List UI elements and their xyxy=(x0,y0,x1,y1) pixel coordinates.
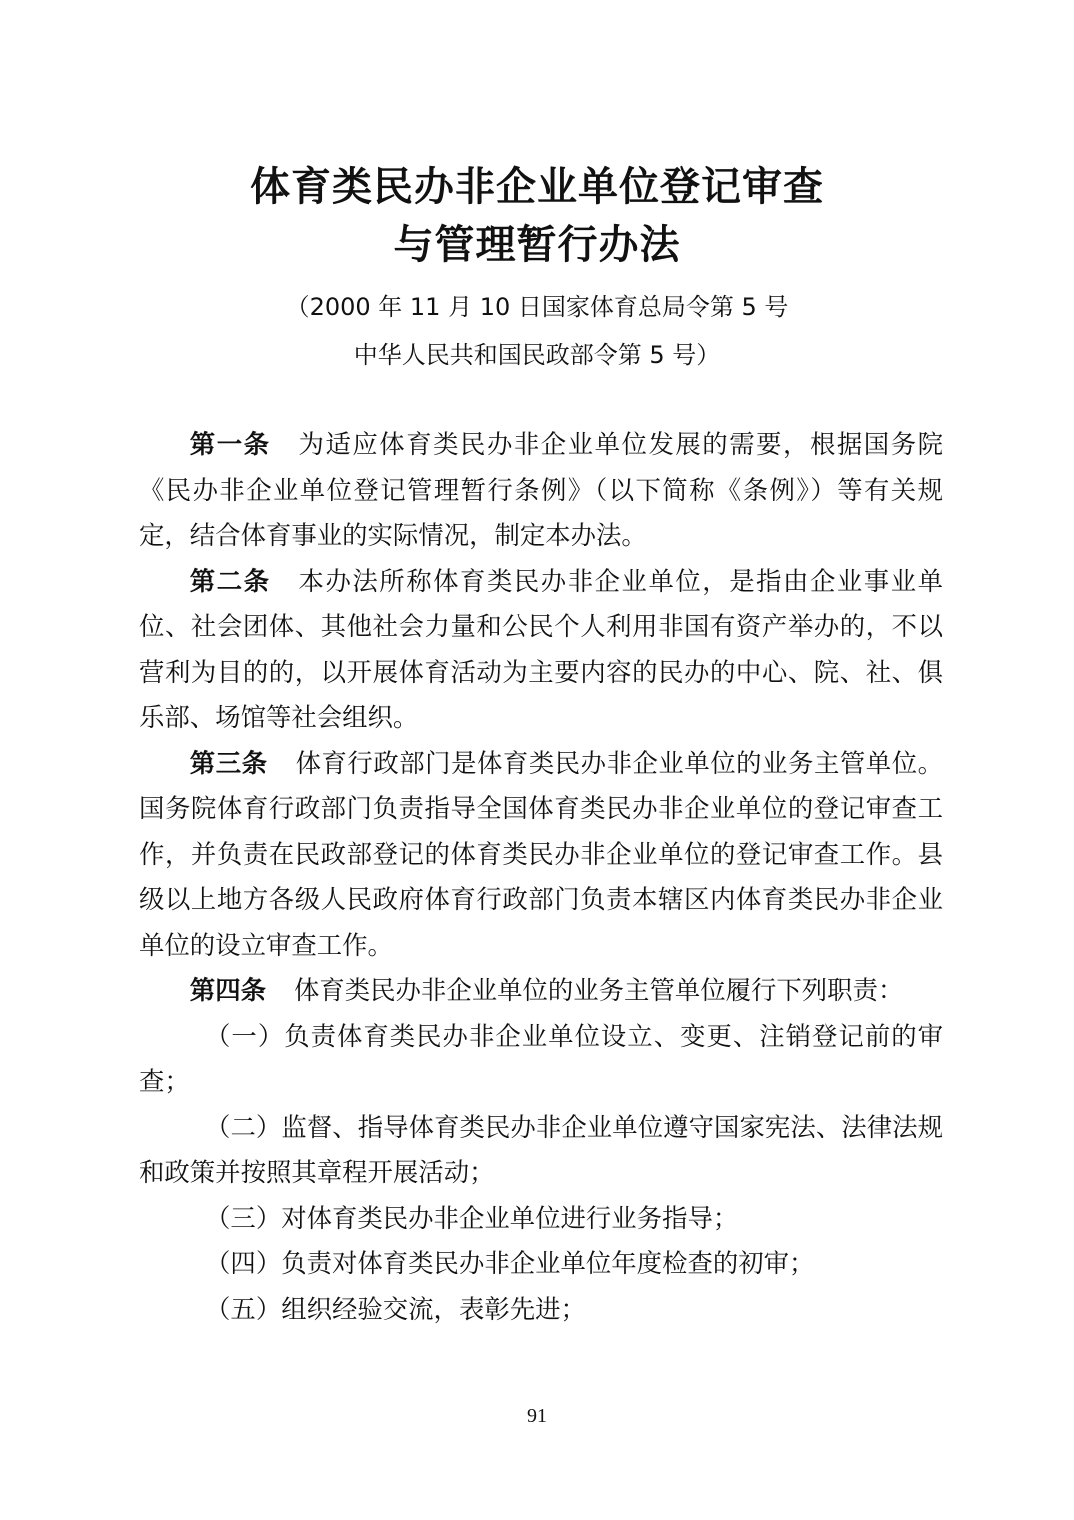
article-label: 第一条 xyxy=(189,429,271,459)
document-subtitle-line-2: 中华人民共和国民政部令第 5 号） xyxy=(353,341,721,369)
list-item: （五）组织经验交流，表彰先进； xyxy=(205,1293,586,1324)
article-text: 体育类民办非企业单位的业务主管单位履行下列职责： xyxy=(293,975,904,1005)
document-title-line-1: 体育类民办非企业单位登记审查 xyxy=(250,164,824,210)
article-text: 本办法所称体育类民办非企业单位，是指由企业事业单位、社会团体、其他社会力量和公民个人利用非国有资产举办的，不以营利为目的的，以开展体育活动为主要内容的民办的中心、院、社、俱乐部、场馆等社会组织。 xyxy=(139,565,944,732)
article-4 xyxy=(139,968,943,1014)
article-text: 体育行政部门是体育类民办非企业单位的业务主管单位。国务院体育行政部门负责指导全国体育类民办非企业单位的登记审查工作，并负责在民政部登记的体育类民办非企业单位的登记审查工作。县级以上地方各级人民政府体育行政部门负责本辖区内体育类民办非企业单位的设立审查工作。 xyxy=(139,747,944,960)
document-title-line-2: 与管理暂行办法 xyxy=(393,222,681,268)
document-body xyxy=(139,422,943,1332)
article-text: 为适应体育类民办非企业单位发展的需要，根据国务院《民办非企业单位登记管理暂行条例》（以下简称《条例》）等有关规定，结合体育事业的实际情况，制定本办法。 xyxy=(139,429,944,550)
list-item: （四）负责对体育类民办非企业单位年度检查的初审； xyxy=(205,1248,815,1278)
document-subtitle-line-1: （2000 年 11 月 10 日国家体育总局令第 5 号 xyxy=(285,293,789,321)
article-2 xyxy=(139,559,943,741)
article-label: 第三条 xyxy=(189,747,268,778)
article-label: 第二条 xyxy=(189,565,271,596)
page-number: 91 xyxy=(527,1405,547,1427)
list-item: （二）监督、指导体育类民办非企业单位遵守国家宪法、法律法规和政策并按照其章程开展活动； xyxy=(139,1111,943,1187)
article-1 xyxy=(139,422,943,559)
article-3 xyxy=(139,741,943,969)
list-item: （一）负责体育类民办非企业单位设立、变更、注销登记前的审查； xyxy=(139,1020,943,1096)
list-item: （三）对体育类民办非企业单位进行业务指导； xyxy=(205,1202,739,1233)
article-label: 第四条 xyxy=(189,975,266,1005)
